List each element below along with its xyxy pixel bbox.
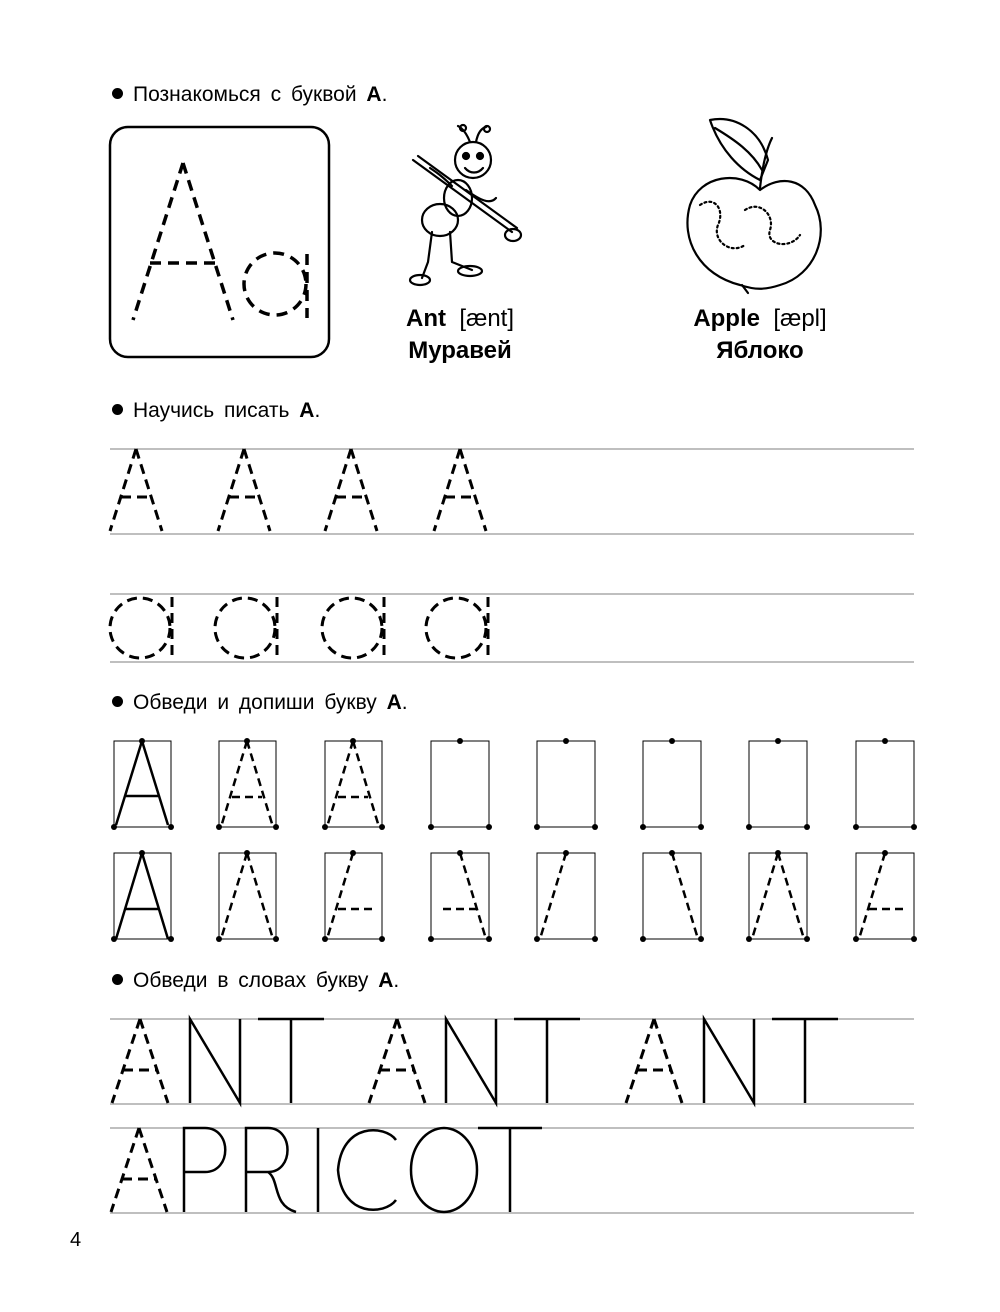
ant-icon <box>410 125 521 285</box>
apple-caption: Apple [æpl] Яблоко <box>693 305 827 364</box>
word-ant-2 <box>369 1019 580 1103</box>
dashed-uppercase-row <box>110 449 486 531</box>
tracing-cells-row-1 <box>111 738 917 830</box>
instruction-meet-letter: Познакомься с буквой А. <box>112 83 387 107</box>
instruction-trace-words: Обведи в словах букву А. <box>112 969 399 993</box>
apple-icon <box>687 119 820 293</box>
word-ant-1 <box>112 1019 324 1103</box>
writing-lines-upper <box>110 449 914 662</box>
word-apricot <box>111 1128 542 1212</box>
ant-caption: Ant [ænt] Муравей <box>405 305 515 364</box>
instruction-trace-finish: Обведи и допиши букву А. <box>112 691 408 715</box>
page-number: 4 <box>70 1229 82 1251</box>
instruction-learn-write: Научись писать А. <box>112 399 320 423</box>
word-lines <box>110 1019 914 1213</box>
dashed-lowercase-row <box>110 597 488 661</box>
tracing-cells-row-2 <box>111 850 917 942</box>
word-ant-3 <box>626 1019 838 1103</box>
letter-card <box>110 127 329 357</box>
